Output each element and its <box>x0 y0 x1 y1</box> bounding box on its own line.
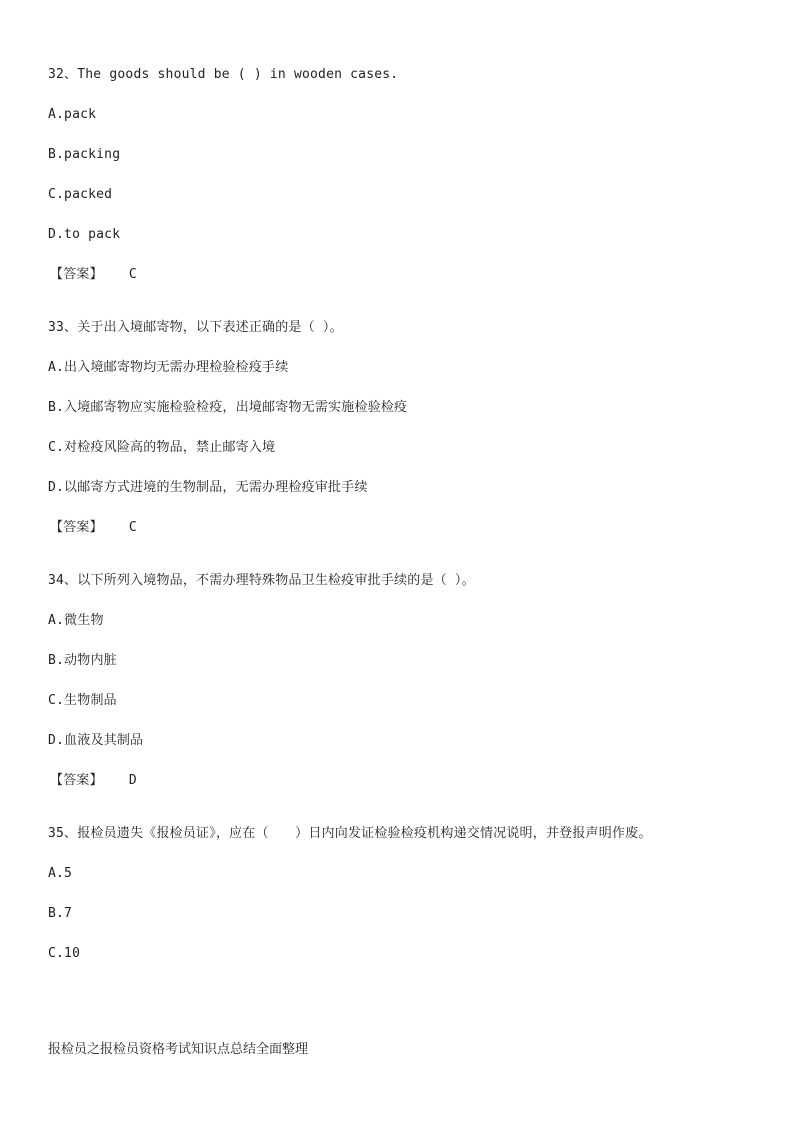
question-32-option-c: C.packed <box>48 187 113 202</box>
page-footer: 报检员之报检员资格考试知识点总结全面整理 <box>48 1042 309 1057</box>
question-34-option-d: D.血液及其制品 <box>48 733 144 748</box>
answer-value: C <box>128 520 137 535</box>
question-32-answer <box>50 267 137 283</box>
question-35-option-b: B.7 <box>48 906 73 921</box>
question-33-option-a: A.出入境邮寄物均无需办理检验检疫手续 <box>48 360 289 375</box>
question-35-option-c: C.10 <box>48 946 81 961</box>
question-33-option-c: C.对检疫风险高的物品，禁止邮寄入境 <box>48 440 276 455</box>
question-34-stem: 34、以下所列入境物品，不需办理特殊物品卫生检疫审批手续的是（ ）。 <box>48 573 475 588</box>
question-33-answer <box>50 520 137 536</box>
answer-value: D <box>128 773 137 788</box>
answer-tag: 【答案】 <box>50 267 103 282</box>
question-35-option-a: A.5 <box>48 866 73 881</box>
question-34-option-b: B.动物内脏 <box>48 653 117 668</box>
question-34-option-a: A.微生物 <box>48 613 104 628</box>
question-32-stem: 32、The goods should be ( ) in wooden cases. <box>48 67 399 82</box>
question-35-stem: 35、报检员遗失《报检员证》，应在（ ）日内向发证检验检疫机构递交情况说明，并登报声明作废。 <box>48 826 652 841</box>
question-33-stem: 33、关于出入境邮寄物，以下表述正确的是（ ）。 <box>48 320 343 335</box>
question-33-option-b: B.入境邮寄物应实施检验检疫，出境邮寄物无需实施检验检疫 <box>48 400 408 415</box>
question-34-answer <box>50 773 137 789</box>
question-32-option-b: B.packing <box>48 147 121 162</box>
question-32-option-d: D.to pack <box>48 227 121 242</box>
question-33-option-d: D.以邮寄方式进境的生物制品，无需办理检疫审批手续 <box>48 480 368 495</box>
question-32-option-a: A.pack <box>48 107 97 122</box>
answer-tag: 【答案】 <box>50 773 103 788</box>
question-34-option-c: C.生物制品 <box>48 693 117 708</box>
answer-tag: 【答案】 <box>50 520 103 535</box>
answer-value: C <box>128 267 137 282</box>
